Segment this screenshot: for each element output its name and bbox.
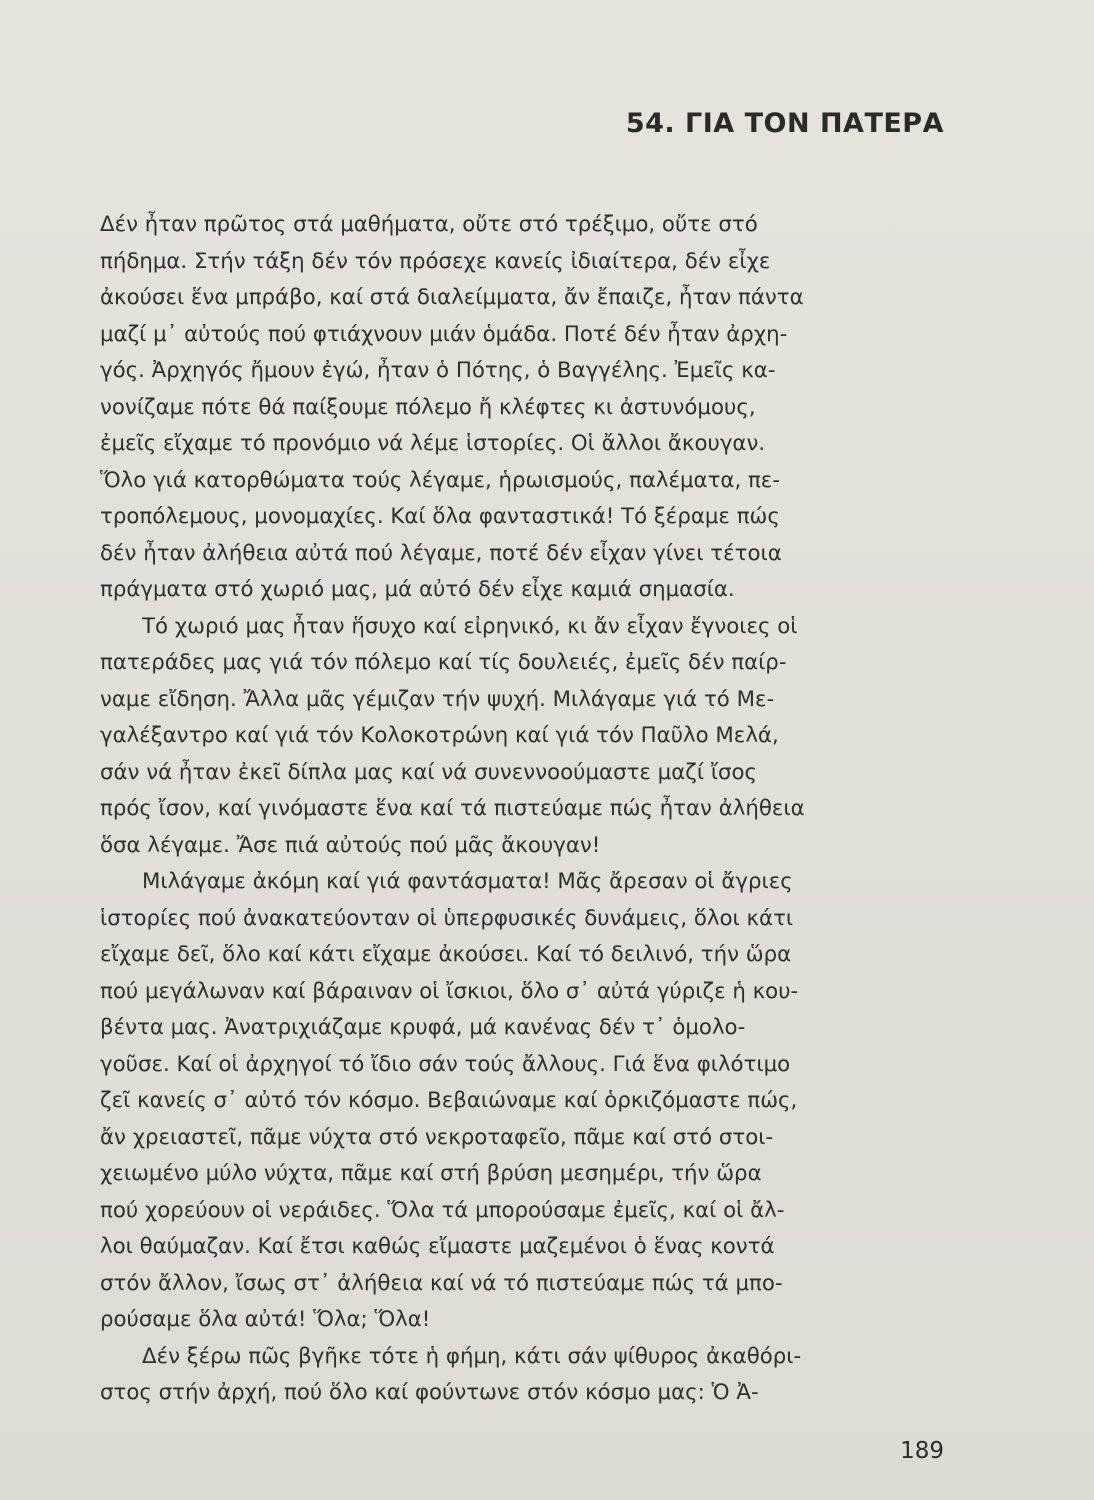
text-line: γοῦσε. Καί οἱ ἀρχηγοί τό ἴδιο σάν τούς ἄλλους. Γιά ἕνα φιλότιμο <box>100 1051 791 1077</box>
text-line: ὅσα λέγαμε. Ἄσε πιά αὐτούς πού μᾶς ἄκουγαν! <box>100 832 601 858</box>
text-line: στος στήν ἀρχή, πού ὅλο καί φούντωνε στόν κόσμο μας: Ὁ Ἀ- <box>100 1380 759 1405</box>
text-line: ἱστορίες πού ἀνακατεύονταν οἱ ὑπερφυσικές δυνάμεις, ὅλοι κάτι <box>100 905 794 931</box>
text-line: δέν ἦταν ἀλήθεια αὐτά πού λέγαμε, ποτέ δέν εἶχαν γίνει τέτοια <box>100 540 782 566</box>
text-line: πού χορεύουν οἱ νεράιδες. Ὅλα τά μπορούσαμε ἐμεῖς, καί οἱ ἄλ- <box>100 1197 785 1223</box>
text-line: λοι θαύμαζαν. Καί ἔτσι καθώς εἴμαστε μαζεμένοι ὁ ἕνας κοντά <box>100 1234 775 1259</box>
text-line: χειωμένο μύλο νύχτα, πᾶμε καί στή βρύση μεσημέρι, τήν ὥρα <box>100 1161 762 1186</box>
text-line: πατεράδες μας γιά τόν πόλεμο καί τίς δουλειές, ἐμεῖς δέν παίρ- <box>100 650 787 675</box>
paragraph-start-line: Μιλάγαμε ἀκόμη καί γιά φαντάσματα! Μᾶς ἄρεσαν οἱ ἄγριες <box>142 869 793 894</box>
text-line: βέντα μας. Ἀνατριχιάζαμε κρυφά, μά κανένας δέν τ᾽ ὁμολο- <box>100 1015 746 1040</box>
text-line: γός. Ἀρχηγός ἤμουν ἐγώ, ἦταν ὁ Πότης, ὁ Βαγγέλης. Ἐμεῖς κα- <box>100 358 776 383</box>
text-line: πρός ἴσον, καί γινόμαστε ἕνα καί τά πιστεύαμε πώς ἦταν ἀλήθεια <box>100 796 805 821</box>
text-line: ζεῖ κανείς σ᾽ αὐτό τόν κόσμο. Βεβαιώναμε καί ὁρκιζόμαστε πώς, <box>100 1088 798 1113</box>
text-line: γαλέξαντρο καί γιά τόν Κολοκοτρώνη καί γιά τόν Παῦλο Μελά, <box>100 723 779 748</box>
text-line: τροπόλεμους, μονομαχίες. Καί ὅλα φανταστικά! Τό ξέραμε πώς <box>100 504 780 529</box>
body-text <box>100 207 952 1412</box>
text-line: σάν νά ἦταν ἐκεῖ δίπλα μας καί νά συνεννοούμαστε μαζί ἴσος <box>100 759 758 785</box>
text-line: ἐμεῖς εἴχαμε τό προνόμιο νά λέμε ἱστορίες. Οἱ ἄλλοι ἄκουγαν. <box>100 431 766 456</box>
text-line: Ὅλο γιά κατορθώματα τούς λέγαμε, ἡρωισμούς, παλέματα, πε- <box>100 467 781 493</box>
paragraph-start-line: Δέν ξέρω πῶς βγῆκε τότε ἡ φήμη, κάτι σάν ψίθυρος ἀκαθόρι- <box>142 1343 802 1369</box>
text-line: πράγματα στό χωριό μας, μά αὐτό δέν εἶχε καμιά σημασία. <box>100 577 735 602</box>
text-line: πού μεγάλωναν καί βάραιναν οἱ ἴσκιοι, ὅλο σ᾽ αὐτά γύριζε ἡ κου- <box>100 978 799 1004</box>
text-line: ναμε εἴδηση. Ἄλλα μᾶς γέμιζαν τήν ψυχή. Μιλάγαμε γιά τό Με- <box>100 686 775 712</box>
text-line: στόν ἄλλον, ἴσως στ᾽ ἀλήθεια καί νά τό πιστεύαμε πώς τά μπο- <box>100 1270 783 1296</box>
text-line: μαζί μ᾽ αὐτούς πού φτιάχνουν μιάν ὁμάδα. Ποτέ δέν ἦταν ἀρχη- <box>100 321 788 347</box>
paragraph-start-line: Τό χωριό μας ἦταν ἥσυχο καί εἰρηνικό, κι ἄν εἶχαν ἔγνοιες οἱ <box>142 613 798 639</box>
chapter-title: 54. ΓΙΑ ΤΟΝ ΠΑΤΕΡΑ <box>625 108 944 139</box>
text-line: ἄν χρειαστεῖ, πᾶμε νύχτα στό νεκροταφεῖο, πᾶμε καί στό στοι- <box>100 1124 774 1150</box>
text-line: ρούσαμε ὅλα αὐτά! Ὅλα; Ὅλα! <box>100 1307 431 1332</box>
page-number: 189 <box>900 1438 944 1464</box>
text-line: ἀκούσει ἕνα μπράβο, καί στά διαλείμματα, ἄν ἔπαιζε, ἦταν πάντα <box>100 285 804 310</box>
text-line: νονίζαμε πότε θά παίξουμε πόλεμο ἤ κλέφτες κι ἀστυνόμους, <box>100 394 756 420</box>
text-line: εἴχαμε δεῖ, ὅλο καί κάτι εἴχαμε ἀκούσει. Καί τό δειλινό, τήν ὥρα <box>100 942 792 967</box>
text-line: πήδημα. Στήν τάξη δέν τόν πρόσεχε κανείς ἰδιαίτερα, δέν εἶχε <box>100 248 771 274</box>
text-line: Δέν ἦταν πρῶτος στά μαθήματα, οὔτε στό τρέξιμο, οὔτε στό <box>100 212 758 237</box>
